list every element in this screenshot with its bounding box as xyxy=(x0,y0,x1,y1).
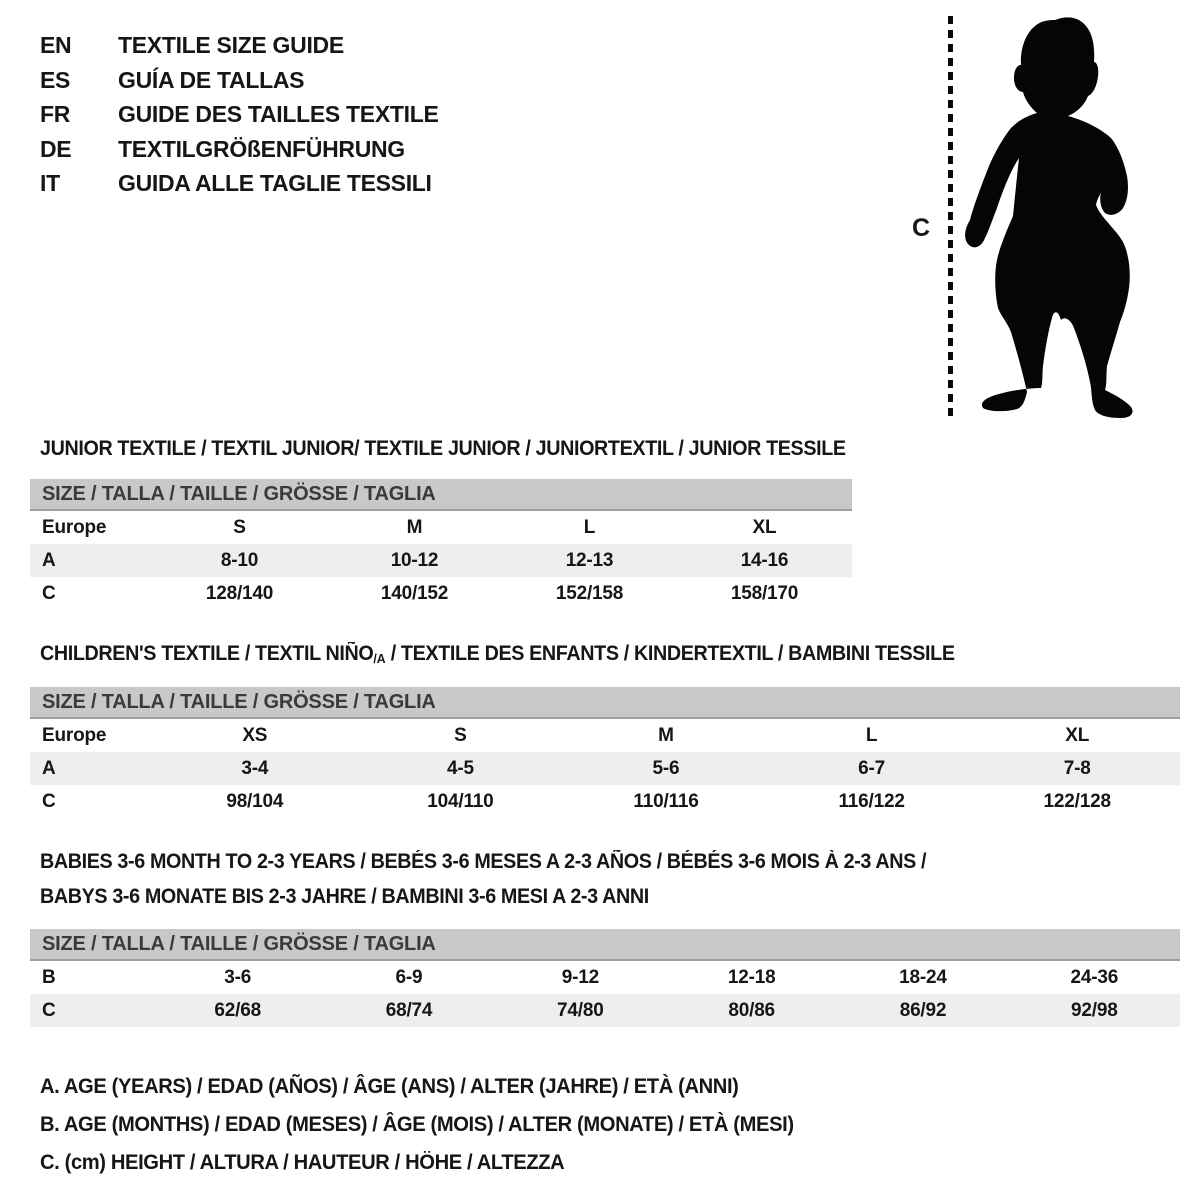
table-row-a xyxy=(30,752,1180,785)
height-value: 104/110 xyxy=(427,790,494,812)
children-size-table xyxy=(30,687,1180,818)
height-value: 110/116 xyxy=(633,790,699,812)
height-value: 74/80 xyxy=(495,994,666,1027)
table-header-row xyxy=(30,929,1180,960)
babies-section-title-line1: BABIES 3-6 MONTH TO 2-3 YEARS / BEBÉS 3-6 MESES A 2-3 AÑOS / BÉBÉS 3-6 MOIS À 2-3 ANS / xyxy=(40,850,927,873)
row-label: C xyxy=(42,582,56,604)
age-months-value: 6-9 xyxy=(395,966,423,988)
height-value: 128/140 xyxy=(205,582,274,604)
height-value: 158/170 xyxy=(730,582,799,604)
row-label: Europe xyxy=(42,516,107,538)
language-row-fr xyxy=(40,97,439,132)
height-value: 116/122 xyxy=(838,790,905,812)
language-row-es xyxy=(40,63,439,98)
legend-line-b: B. AGE (MONTHS) / EDAD (MESES) / ÂGE (MOIS) / ALTER (MONATE) / ETÀ (MESI) xyxy=(40,1113,794,1136)
age-months-value: 12-18 xyxy=(727,966,776,988)
height-value: 68/74 xyxy=(323,994,494,1027)
language-code: EN xyxy=(40,32,72,58)
junior-section-title: JUNIOR TEXTILE / TEXTIL JUNIOR/ TEXTILE JUNIOR / JUNIORTEXTIL / JUNIOR TESSILE xyxy=(40,437,846,460)
row-label: Europe xyxy=(42,724,107,746)
size-header-bar: SIZE / TALLA / TAILLE / GRÖSSE / TAGLIA xyxy=(30,687,1180,718)
junior-size-table xyxy=(30,479,852,610)
table-row-europe xyxy=(30,510,852,544)
size-header-bar: SIZE / TALLA / TAILLE / GRÖSSE / TAGLIA xyxy=(30,479,852,510)
children-title-suffix: / TEXTILE DES ENFANTS / KINDERTEXTIL / BAMBINI TESSILE xyxy=(385,642,955,665)
guide-title-es: GUÍA DE TALLAS xyxy=(118,66,305,93)
table-row-europe xyxy=(30,718,1180,752)
table-header-row xyxy=(30,479,852,510)
language-code: DE xyxy=(40,135,72,162)
height-value: 140/152 xyxy=(380,582,449,604)
size-value: XS xyxy=(242,724,268,746)
size-value: S xyxy=(233,516,246,538)
size-value: M xyxy=(658,724,674,746)
language-row-en xyxy=(40,28,439,63)
table-row-c xyxy=(30,577,852,610)
guide-title-fr: GUIDE DES TAILLES TEXTILE xyxy=(118,101,439,128)
row-label: C xyxy=(42,790,56,812)
size-value: XL xyxy=(1065,724,1090,746)
age-value: 10-12 xyxy=(327,544,502,577)
age-months-value: 9-12 xyxy=(561,966,599,988)
row-label: B xyxy=(42,966,56,988)
size-value: M xyxy=(406,516,423,538)
age-value: 5-6 xyxy=(563,752,769,785)
age-value: 8-10 xyxy=(152,544,327,577)
children-title-sub: /A xyxy=(373,651,386,666)
size-value: L xyxy=(865,724,878,746)
age-months-value: 3-6 xyxy=(224,966,252,988)
guide-title-de: TEXTILGRÖßENFÜHRUNG xyxy=(118,135,405,162)
age-months-value: 24-36 xyxy=(1070,966,1119,988)
language-code: ES xyxy=(40,66,71,93)
height-value: 92/98 xyxy=(1009,994,1180,1027)
size-value: L xyxy=(583,516,596,538)
height-measure-label: C xyxy=(912,214,931,242)
height-value: 80/86 xyxy=(666,994,837,1027)
age-value: 4-5 xyxy=(358,752,564,785)
language-code: IT xyxy=(40,170,60,197)
height-value: 122/128 xyxy=(1043,790,1111,812)
size-value: S xyxy=(454,724,467,746)
height-value: 152/158 xyxy=(555,582,624,604)
table-header-row xyxy=(30,687,1180,718)
language-title-list xyxy=(40,28,439,201)
toddler-silhouette-image xyxy=(955,10,1200,430)
height-value: 86/92 xyxy=(837,994,1008,1027)
guide-title-en: TEXTILE SIZE GUIDE xyxy=(118,32,344,58)
language-row-it xyxy=(40,166,439,201)
height-value: 62/68 xyxy=(152,994,323,1027)
legend-line-c: C. (cm) HEIGHT / ALTURA / HAUTEUR / HÖHE / ALTEZZA xyxy=(40,1151,565,1174)
children-title-prefix: CHILDREN'S TEXTILE / TEXTIL NIÑO xyxy=(40,642,374,665)
age-value: 6-7 xyxy=(769,752,975,785)
guide-title-it: GUIDA ALLE TAGLIE TESSILI xyxy=(118,170,432,197)
table-row-c xyxy=(30,994,1180,1027)
babies-section-title-line2: BABYS 3-6 MONATE BIS 2-3 JAHRE / BAMBINI 3-6 MESI A 2-3 ANNI xyxy=(40,885,649,908)
age-months-value: 18-24 xyxy=(899,966,947,988)
babies-size-table xyxy=(30,929,1180,1027)
table-row-c xyxy=(30,785,1180,818)
age-value: 14-16 xyxy=(677,544,852,577)
row-label: C xyxy=(30,994,152,1027)
size-value: XL xyxy=(752,516,777,538)
size-header-bar: SIZE / TALLA / TAILLE / GRÖSSE / TAGLIA xyxy=(30,929,1180,960)
row-label: A xyxy=(30,752,152,785)
language-row-de xyxy=(40,132,439,167)
age-value: 3-4 xyxy=(152,752,358,785)
language-code: FR xyxy=(40,101,71,128)
row-label: A xyxy=(30,544,152,577)
legend-line-a: A. AGE (YEARS) / EDAD (AÑOS) / ÂGE (ANS) / ALTER (JAHRE) / ETÀ (ANNI) xyxy=(40,1075,739,1098)
children-section-title xyxy=(40,642,955,666)
height-value: 98/104 xyxy=(226,790,284,812)
age-value: 7-8 xyxy=(974,752,1180,785)
height-measure-dashed-line xyxy=(948,16,953,418)
table-row-a xyxy=(30,544,852,577)
age-value: 12-13 xyxy=(502,544,677,577)
measurement-legend xyxy=(40,1068,825,1182)
table-row-b xyxy=(30,960,1180,994)
